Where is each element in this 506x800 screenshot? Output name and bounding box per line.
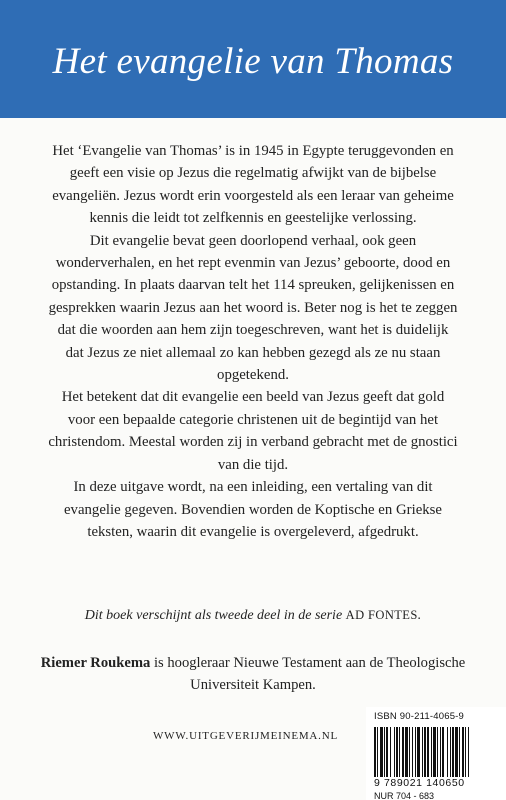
blurb-paragraph: In deze uitgave wordt, na een inleiding, een vertaling van dit evangelie gegeven. Bovendien worden de Koptische en Griekse teksten, waarin dit evangelie is overgeleverd, afgedrukt.: [63, 479, 442, 540]
author-name: Riemer Roukema: [40, 655, 151, 671]
blurb-paragraph: Het betekent dat dit evangelie een beeld van Jezus geeft dat gold voor een bepaalde categorie christenen uit de begintijd van het christendom. Meestal worden zij in verband gebracht met de gnostici van die tijd.: [48, 389, 458, 473]
book-title: Het evangelie van Thomas: [52, 41, 454, 82]
series-name: AD FONTES: [345, 608, 418, 622]
publisher-website: WWW.UITGEVERIJMEINEMA.NL: [153, 730, 338, 742]
series-note: [20, 608, 486, 624]
nur-code: NUR 704 - 683: [374, 791, 435, 800]
series-text: Dit boek verschijnt als tweede deel in de serie: [84, 608, 343, 623]
barcode-icon: [374, 727, 499, 777]
isbn-label: ISBN 90-211-4065-9: [374, 711, 465, 722]
series-end: .: [417, 608, 422, 623]
barcode-block: [366, 707, 506, 800]
blurb-paragraph: Het ‘Evangelie van Thomas’ is in 1945 in Egypte teruggevonden en geeft een visie op Jezus die regelmatig afwijkt van de bijbelse evangeliën. Jezus wordt erin voorgesteld als een leraar van geheime kennis die leidt tot zelfkennis en geestelijke verlossing.: [52, 143, 454, 227]
barcode-digits: 9 789021 140650: [374, 777, 465, 789]
author-bio: is hoogleraar Nieuwe Testament aan de Theologische Universiteit Kampen.: [153, 655, 466, 693]
blurb-paragraph: Dit evangelie bevat geen doorlopend verhaal, ook geen wonderverhalen, en het rept evenmin van Jezus’ geboorte, dood en opstanding. In plaats daarvan telt het 114 spreuken, gelijkenissen en gesprekken waarin Jezus aan het woord is. Beter nog is het te zeggen dat die woorden aan hem zijn toegeschreven, want het is duidelijk dat Jezus ze niet allemaal zo kan hebben gezegd als ze nu staan opgetekend.: [48, 232, 458, 384]
blurb-text: [48, 140, 458, 543]
author-note: [40, 652, 466, 696]
